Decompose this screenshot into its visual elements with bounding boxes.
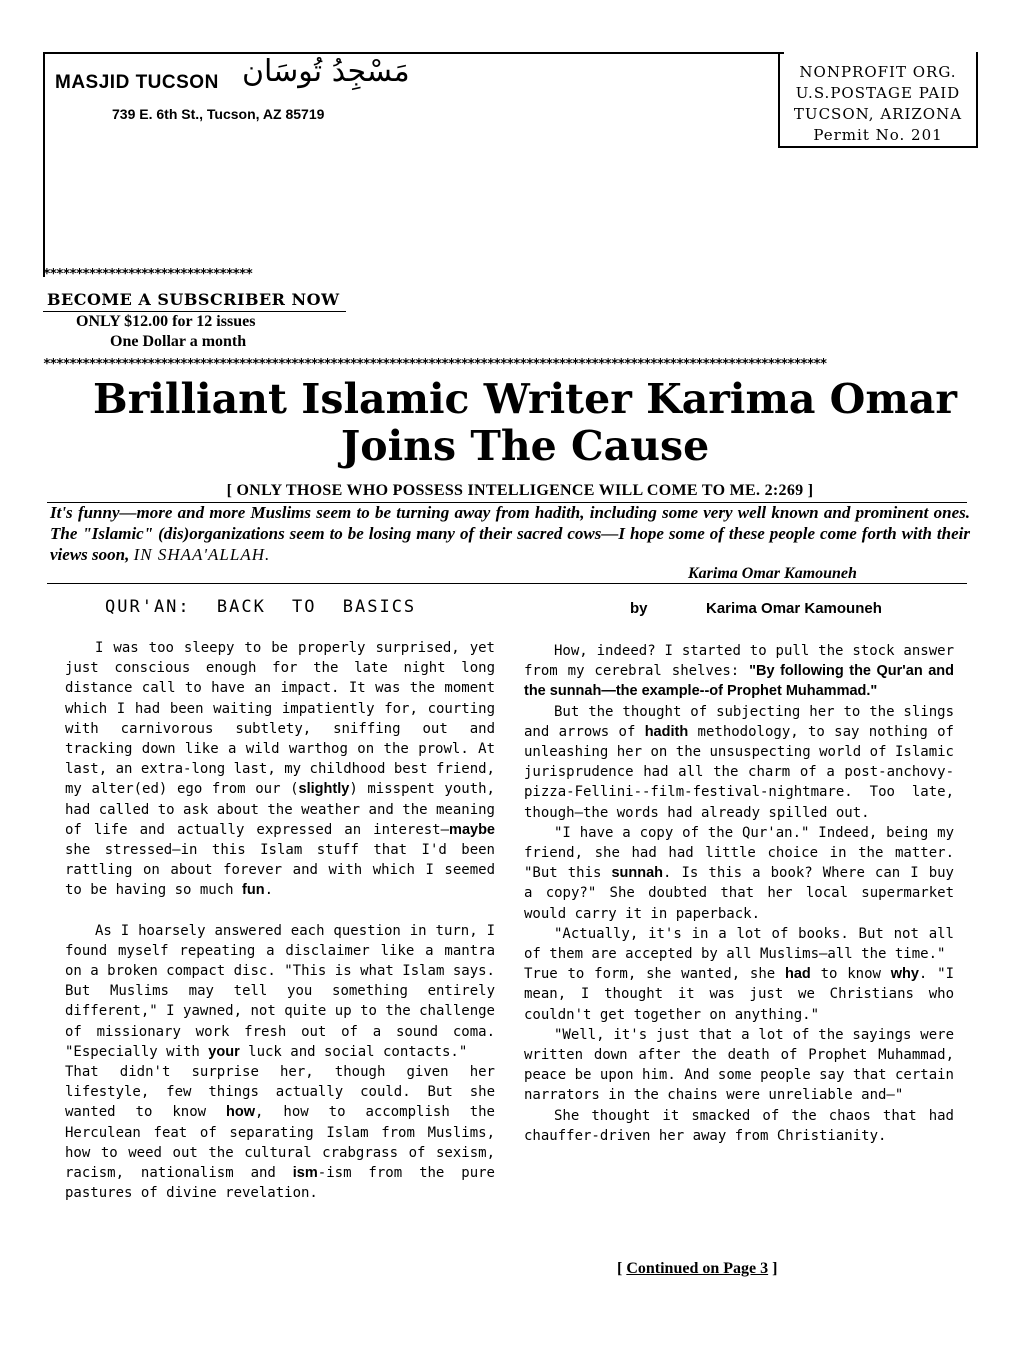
subscribe-per-month: One Dollar a month xyxy=(110,333,247,350)
headline-line-1: Brilliant Islamic Writer Karima Omar xyxy=(93,375,957,423)
continued-bracket-close: ] xyxy=(772,1260,778,1277)
postage-indicia xyxy=(778,52,978,148)
continued-notice xyxy=(617,1260,777,1278)
article-paragraph: How, indeed? I started to pull the stock answer from my cerebral shelves: "By following the Qur'an and the sunnah—the example--of Prophet Muhammad." xyxy=(524,643,954,700)
quran-quote: [ ONLY THOSE WHO POSSESS INTELLIGENCE WILL COME TO ME. 2:269 ] xyxy=(226,482,814,499)
byline-by: by xyxy=(630,600,648,617)
header-frame-left-rule xyxy=(43,52,45,277)
emphasis-text: your xyxy=(208,1043,240,1060)
emphasis-text: "By following the Qur'an and the sunnah—the example--of Prophet Muhammad." xyxy=(524,663,954,700)
subscribe-rule xyxy=(43,311,346,312)
intro-closing: IN SHAA'ALLAH. xyxy=(133,545,271,564)
article-paragraph: "I have a copy of the Qur'an." Indeed, being my friend, she had had little choice in the matter. "But this sunnah. Is this a book? Where can I buy a copy?" She doubted that her local supermarket would carry it in paperback. xyxy=(524,824,954,922)
org-address: 739 E. 6th St., Tucson, AZ 85719 xyxy=(112,106,325,122)
emphasis-text: ism xyxy=(292,1165,318,1182)
article-paragraph: I was too sleepy to be properly surprised, yet just conscious enough for the late night long distance call to have an impact. It was the moment which I had been waiting impatiently for, courting with carnivorous subtlety, sniffing out and tracking down like a wild warthog on the prowl. At last, an extra-long last, my childhood best friend, my alter(ed) ego from our (slightly) misspent youth, had called to ask about the weather and the meaning of life and actually expressed an interest—maybe she stressed—in this Islam stuff that I'd been rattling on about forever and with which I seemed to be having so much fun. xyxy=(65,640,495,899)
subscribe-price: ONLY $12.00 for 12 issues xyxy=(76,313,256,330)
article-paragraph: She thought it smacked of the chaos that had chauffer-driven her away from Christianity. xyxy=(524,1107,954,1144)
emphasis-text: how xyxy=(226,1104,256,1121)
emphasis-text: hadith xyxy=(644,723,689,740)
continued-bracket-open: [ xyxy=(617,1260,623,1277)
org-name: MASJID TUCSON xyxy=(55,72,219,93)
emphasis-text: slightly xyxy=(298,781,350,798)
signature-rule xyxy=(47,583,967,584)
article-paragraph: "Well, it's just that a lot of the sayings were written down after the death of Prophet Muhammad, peace be upon him. And some people say that certain narrators in the chains were unreliable and—" xyxy=(524,1026,954,1104)
subscribe-heading: BECOME A SUBSCRIBER NOW xyxy=(47,290,340,309)
headline xyxy=(40,376,1010,470)
postage-line-4: Permit No. 201 xyxy=(813,126,943,144)
byline-author: Karima Omar Kamouneh xyxy=(706,600,882,617)
header-frame-top-rule xyxy=(43,52,784,54)
headline-line-2: Joins The Cause xyxy=(340,422,710,470)
article-column-1 xyxy=(65,638,495,1203)
intro-paragraph xyxy=(50,502,970,565)
article-paragraph: But the thought of subjecting her to the slings and arrows of hadith methodology, to say nothing of unleashing her on the unsuspecting world of Islamic jurisprudence had all the charm of a post-anchovy-pizza-Fellini--film-festival-nightmare. Too late, though—the words had already spilled out. xyxy=(524,703,954,821)
intro-signature: Karima Omar Kamouneh xyxy=(688,565,857,582)
emphasis-text: maybe xyxy=(449,821,495,838)
star-divider-long: ************************************************************************************************************************ xyxy=(43,357,827,372)
article-paragraph: As I hoarsely answered each question in turn, I found myself repeating a disclaimer like a mantra on a broken compact disc. "This is what Islam says. But Muslims may tell you something entirely different," I yawned, not quite up to the challenge of missionary work fresh out of a sound coma. "Especially with your luck and social contacts." xyxy=(65,922,495,1060)
emphasis-text: had xyxy=(785,966,811,983)
article-paragraph: "Actually, it's in a lot of books. But not all of them are accepted by all Muslims—all the time." xyxy=(524,925,954,963)
article-column-2 xyxy=(524,641,954,1146)
org-name-arabic: مَسْجِدُ تُوسَان xyxy=(242,54,410,89)
emphasis-text: sunnah xyxy=(611,865,664,882)
emphasis-text: why xyxy=(890,966,919,983)
intro-text: It's funny—more and more Muslims seem to be turning away from hadith, including some very well known and prominent ones. The "Islamic" (dis)organizations seem to be losing many of their sacred cows—I hope some of these people come forth with their views soon, xyxy=(50,503,970,564)
star-divider-short: ******************************** xyxy=(43,267,252,282)
postage-line-2: U.S.POSTAGE PAID xyxy=(795,84,961,102)
emphasis-text: fun xyxy=(242,882,265,899)
article-paragraph: That didn't surprise her, though given her lifestyle, few things actually could. But she wanted to know how, how to accomplish the Herculean feat of separating Islam from Muslims, how to weed out the cultural crabgrass of sexism, racism, nationalism and ism-ism from the pure pastures of divine revelation. xyxy=(65,1064,495,1202)
postage-line-3: TUCSON, ARIZONA xyxy=(793,105,963,123)
column-title: QUR'AN: BACK TO BASICS xyxy=(105,597,417,617)
article-paragraph: True to form, she wanted, she had to know why. "I mean, I thought it was just we Christians who couldn't get together on anything." xyxy=(524,966,954,1023)
postage-line-1: NONPROFIT ORG. xyxy=(799,63,957,81)
continued-link[interactable]: Continued on Page 3 xyxy=(626,1260,769,1277)
